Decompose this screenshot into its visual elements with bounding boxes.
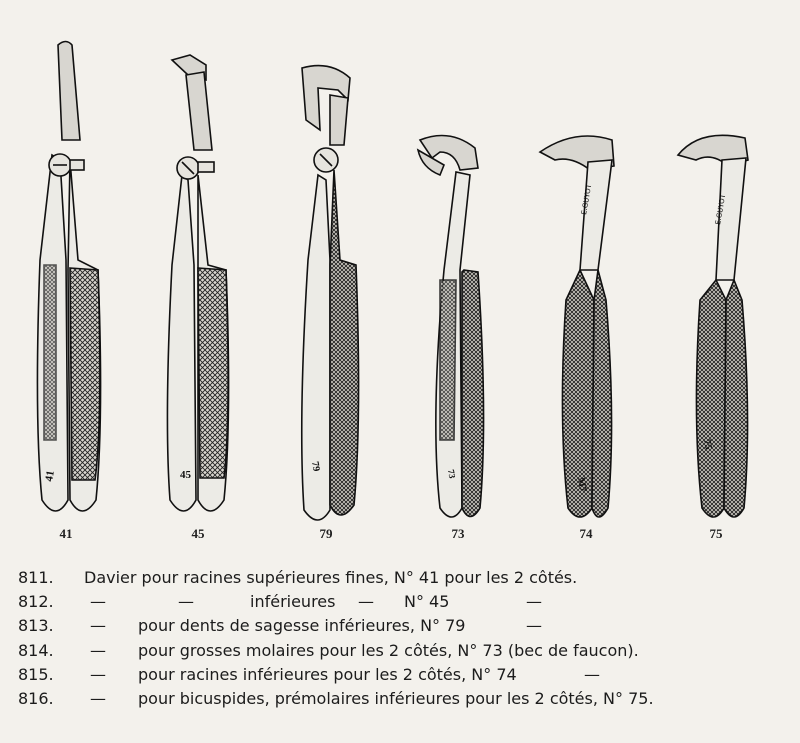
entry-number: 816.: [18, 688, 54, 708]
ditto-mark: —: [358, 592, 374, 612]
entry-813: [18, 614, 788, 638]
handle-number-45: 45: [180, 469, 191, 481]
catalog-entries: [18, 566, 788, 711]
entry-text: pour dents de sagesse inférieures, N° 79: [138, 616, 466, 636]
entry-text: Davier pour racines supérieures fines, N° 41 pour les 2 côtés.: [84, 568, 578, 587]
entry-number: 814.: [18, 640, 54, 660]
handle-number-79: 79: [309, 460, 322, 473]
handle-number-74: M7: [575, 476, 589, 493]
figure-label-75: 75: [709, 526, 723, 541]
entry-812: [18, 590, 788, 614]
ditto-mark: —: [90, 592, 106, 612]
ditto-mark: —: [526, 592, 542, 612]
forceps-41: [37, 42, 100, 512]
forceps-79: [302, 66, 359, 520]
forceps-45: [167, 55, 228, 511]
ditto-mark: —: [90, 640, 106, 660]
entry-811: [18, 566, 788, 590]
ditto-mark: —: [178, 592, 194, 612]
entry-816: [18, 687, 788, 711]
entry-text: pour grosses molaires pour les 2 côtés, N° 73 (bec de faucon).: [138, 640, 639, 660]
ditto-mark: —: [90, 616, 106, 636]
ditto-mark: —: [90, 688, 106, 708]
entry-number: 812.: [18, 592, 54, 612]
figure-label-74: 74: [579, 526, 593, 541]
forceps-73: [418, 136, 484, 518]
figure-label-79: 79: [319, 526, 333, 541]
handle-number-73: 73: [446, 468, 458, 480]
figure-label-73: 73: [451, 526, 465, 541]
forceps-75: [678, 135, 748, 517]
entry-number: 813.: [18, 616, 54, 636]
maker-mark-75: E.GUYOT: [714, 193, 728, 226]
entry-text: pour racines inférieures pour les 2 côtés, N° 74: [138, 664, 517, 684]
handle-number-41: 41: [43, 469, 57, 483]
figure-label-41: 41: [59, 526, 73, 541]
figure-label-45: 45: [191, 526, 205, 541]
entry-number: 811.: [18, 568, 54, 587]
entry-word: inférieures: [250, 592, 336, 612]
entry-number: 815.: [18, 664, 54, 684]
ditto-mark: —: [584, 664, 600, 684]
handle-number-75: 75: [701, 438, 714, 451]
entry-814: [18, 639, 788, 663]
forceps-74: [540, 136, 614, 517]
entry-ref: N° 45: [404, 592, 450, 612]
ditto-mark: —: [526, 616, 542, 636]
entry-815: [18, 663, 788, 687]
ditto-mark: —: [90, 664, 106, 684]
entry-text: pour bicuspides, prémolaires inférieures pour les 2 côtés, N° 75.: [138, 688, 654, 708]
maker-mark-74: E.GUYOT: [580, 183, 594, 216]
